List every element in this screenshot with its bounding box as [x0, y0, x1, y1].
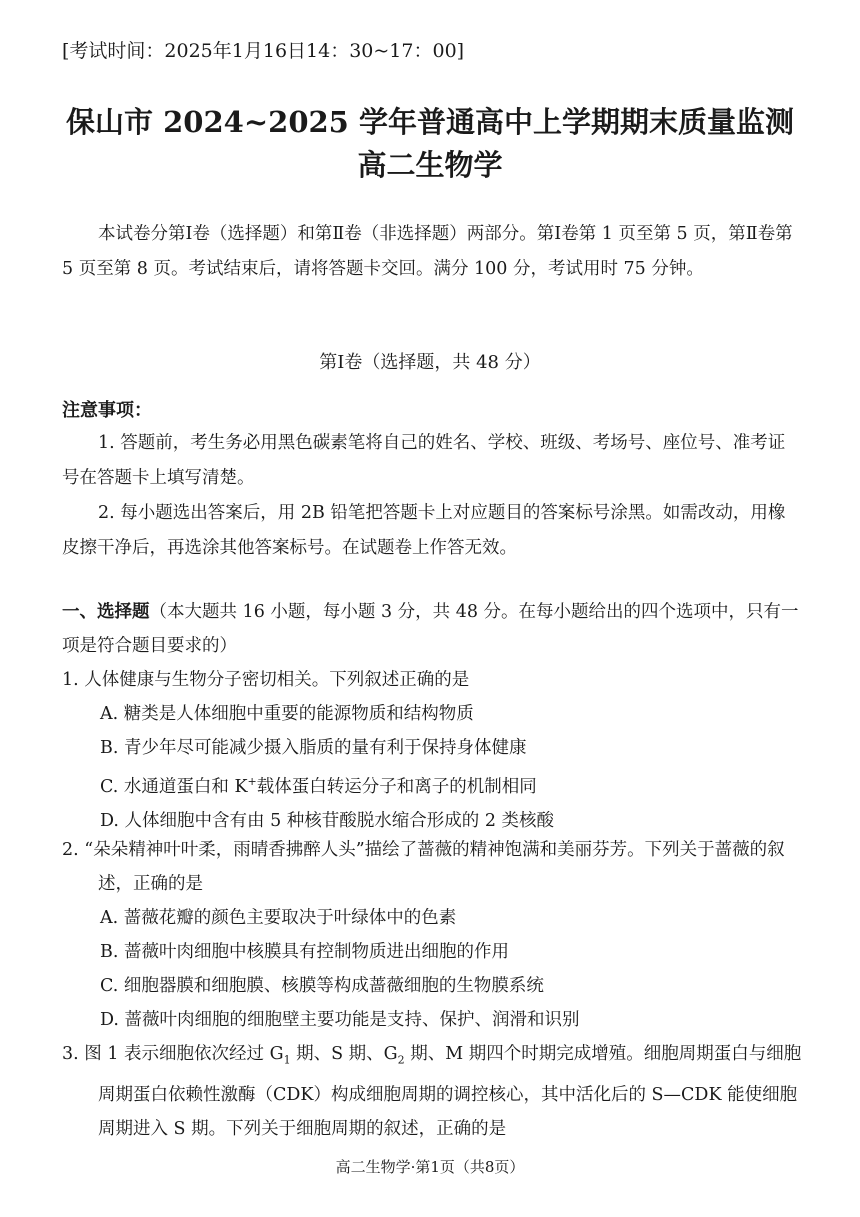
option-a: A. 糖类是人体细胞中重要的能源物质和结构物质 — [100, 704, 474, 724]
option-c: C. 细胞器膜和细胞膜、核膜等构成蔷薇细胞的生物膜系统 — [100, 976, 544, 996]
option-a: A. 蔷薇花瓣的颜色主要取决于叶绿体中的色素 — [100, 908, 457, 928]
superscript: + — [247, 775, 257, 788]
notes-list — [62, 426, 802, 566]
page-footer: 高二生物学·第1页（共8页） — [335, 1158, 525, 1176]
note-item: 1. 答题前，考生务必用黑色碳素笔将自己的姓名、学校、班级、考场号、座位号、准考证号在答题卡上填写清楚。 — [62, 433, 786, 488]
part-description: （本大题共 16 小题，每小题 3 分，共 48 分。在每小题给出的四个选项中，只有一项是符合题目要求的） — [62, 602, 799, 656]
option-c-text-a: C. 水通道蛋白和 K — [100, 776, 248, 797]
notes-heading: 注意事项： — [62, 400, 152, 421]
question-stem: 1. 人体健康与生物分子密切相关。下列叙述正确的是 — [62, 670, 470, 690]
question-3 — [62, 1037, 802, 1146]
section-title: 第Ⅰ卷（选择题，共 48 分） — [319, 352, 541, 373]
exam-subject: 高二生物学 — [357, 148, 503, 182]
option-b: B. 青少年尽可能减少摄入脂质的量有利于保持身体健康 — [100, 738, 527, 758]
question-1 — [62, 663, 802, 838]
part-label: 一、选择题 — [62, 602, 150, 622]
option-c-text-b: 载体蛋白转运分子和离子的机制相同 — [256, 776, 537, 797]
stem-part: 期、M 期四个时期完成增殖。细胞周期蛋白与细胞周期蛋白依赖性激酶（CDK）构成细胞周期的调控核心，其中活化后的 S—CDK 能使细胞周期进入 S 期。下列关于细胞周期的叙述，正确的是 — [98, 1044, 802, 1139]
option-b: B. 蔷薇叶肉细胞中核膜具有控制物质进出细胞的作用 — [100, 942, 509, 962]
subscript: 2 — [397, 1053, 405, 1067]
question-2 — [62, 833, 802, 1037]
part-heading — [62, 595, 802, 663]
option-d: D. 人体细胞中含有由 5 种核苷酸脱水缩合形成的 2 类核酸 — [100, 810, 555, 831]
option-d: D. 蔷薇叶肉细胞的细胞壁主要功能是支持、保护、润滑和识别 — [100, 1010, 580, 1030]
subscript: 1 — [283, 1053, 291, 1067]
option-c — [62, 765, 802, 804]
stem-part: 期、S 期、G — [290, 1044, 398, 1064]
exam-time: [考试时间：2025年1月16日14：30~17：00] — [62, 40, 465, 62]
note-item: 2. 每小题选出答案后，用 2B 铅笔把答题卡上对应题目的答案标号涂黑。如需改动，用橡皮擦干净后，再选涂其他答案标号。在试题卷上作答无效。 — [62, 503, 786, 558]
question-stem: 2. “朵朵精神叶叶柔，雨晴香拂醉人头”描绘了蔷薇的精神饱满和美丽芬芳。下列关于蔷薇的叙述，正确的是 — [62, 840, 785, 894]
stem-part: 3. 图 1 表示细胞依次经过 G — [62, 1044, 284, 1064]
intro-text: 本试卷分第Ⅰ卷（选择题）和第Ⅱ卷（非选择题）两部分。第Ⅰ卷第 1 页至第 5 页，第Ⅱ卷第 5 页至第 8 页。考试结束后，请将答题卡交回。满分 100 分，考试用时 75 分钟。 — [62, 224, 793, 279]
question-stem — [62, 1037, 802, 1146]
intro-paragraph — [62, 217, 802, 287]
exam-title: 保山市 2024~2025 学年普通高中上学期期末质量监测 — [66, 105, 794, 139]
